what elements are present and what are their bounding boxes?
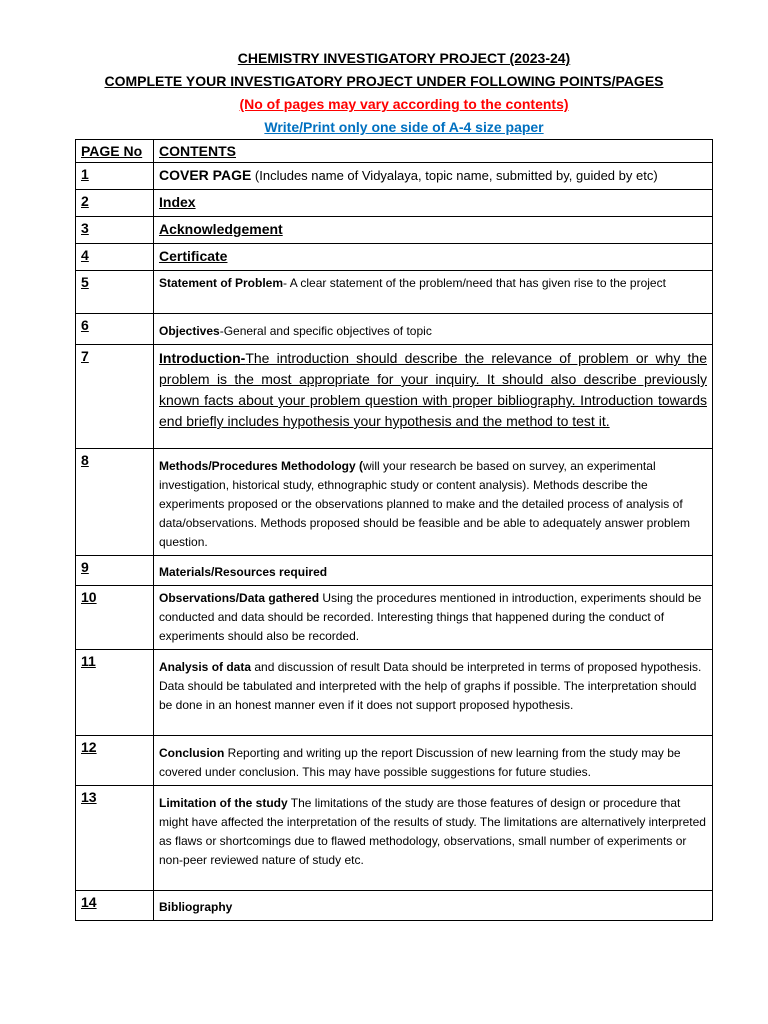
page-number: 5 (76, 271, 154, 314)
row-label: Introduction- (159, 350, 246, 366)
table-row (76, 891, 713, 921)
contents-cell (154, 449, 713, 556)
row-text: and discussion of result Data should be interpreted in terms of proposed hypothesis. Data should be tabulated and interpreted with the help of graphs if possible. The interpretation should be done in an honest manner even if it does not support proposed hypothesis. (159, 660, 702, 712)
table-row (76, 244, 713, 271)
table-row (76, 163, 713, 190)
page-number: 1 (76, 163, 154, 190)
contents-cell (154, 244, 713, 271)
row-label: Statement of Problem (159, 276, 284, 290)
page-number: 6 (76, 314, 154, 345)
row-label: Acknowledgement (159, 221, 283, 237)
contents-cell (154, 891, 713, 921)
row-text: Using the procedures mentioned in introduction, experiments should be conducted and data should be recorded. Interesting things that happened during the conduct of experiments should also be recorded. (159, 591, 702, 643)
row-label: Bibliography (159, 900, 233, 914)
page-number: 2 (76, 190, 154, 217)
contents-cell (154, 314, 713, 345)
contents-cell (154, 556, 713, 586)
contents-cell (154, 271, 713, 314)
page-number: 13 (76, 786, 154, 891)
row-label: Conclusion (159, 746, 225, 760)
table-row (76, 345, 713, 449)
page-number: 11 (76, 650, 154, 736)
row-label: Certificate (159, 248, 228, 264)
print-note: Write/Print only one side of A-4 size paper (264, 119, 544, 135)
contents-cell (154, 163, 713, 190)
row-label: Methods/Procedures Methodology ( (159, 459, 364, 473)
table-row (76, 556, 713, 586)
row-label: COVER PAGE (159, 167, 252, 183)
table-row (76, 650, 713, 736)
row-label: Limitation of the study (159, 796, 288, 810)
page-number: 4 (76, 244, 154, 271)
page-number: 10 (76, 586, 154, 650)
page-number: 3 (76, 217, 154, 244)
pages-note: (No of pages may vary according to the contents) (239, 96, 569, 112)
page-number: 14 (76, 891, 154, 921)
table-row (76, 314, 713, 345)
table-row (76, 449, 713, 556)
row-label: Observations/Data gathered (159, 591, 320, 605)
table-header-row (76, 140, 713, 163)
contents-cell (154, 345, 713, 449)
contents-cell (154, 786, 713, 891)
contents-cell (154, 736, 713, 786)
contents-cell (154, 190, 713, 217)
table-row (76, 190, 713, 217)
row-text: The introduction should describe the relevance of problem or why the problem is the most appropriate for your inquiry. It should also describe previously known facts about your problem question with proper bibliography. Introduction towards end briefly includes hypothesis your hypothesis and the method to test it. (159, 350, 707, 429)
row-text: The limitations of the study are those features of design or procedure that might have affected the interpretation of the results of study. The limitations are alternatively interpreted as flaws or shortcomings due to flawed methodology, observations, small number of experiments or non-peer reviewed nature of study etc. (159, 796, 706, 867)
row-label: Objectives (159, 324, 220, 338)
page-number: 9 (76, 556, 154, 586)
table-row (76, 736, 713, 786)
row-label: Analysis of data (159, 660, 252, 674)
header-contents: CONTENTS (154, 140, 713, 163)
page-number: 7 (76, 345, 154, 449)
row-text: -General and specific objectives of topic (219, 324, 432, 338)
contents-cell (154, 217, 713, 244)
header-page-no: PAGE No (76, 140, 154, 163)
page-subtitle: COMPLETE YOUR INVESTIGATORY PROJECT UNDER FOLLOWING POINTS/PAGES (104, 73, 664, 89)
table-row (76, 271, 713, 314)
page-title: CHEMISTRY INVESTIGATORY PROJECT (2023-24) (237, 50, 571, 66)
page-number: 8 (76, 449, 154, 556)
table-row (76, 217, 713, 244)
row-text: - A clear statement of the problem/need that has given rise to the project (283, 276, 666, 290)
page-number: 12 (76, 736, 154, 786)
contents-cell (154, 586, 713, 650)
table-row (76, 586, 713, 650)
contents-cell (154, 650, 713, 736)
row-text: will your research be based on survey, an experimental investigation, historical study, ethnographic study or content analysis). Methods describe the experiments proposed or the observations planned to make and the detailed process of analysis of data/observations. Methods proposed should be feasible and be able to adequately answer problem question. (159, 459, 691, 549)
row-label: Index (159, 194, 196, 210)
row-text: Reporting and writing up the report Discussion of new learning from the study may be covered under conclusion. This may have possible suggestions for future studies. (159, 746, 681, 779)
table-row (76, 786, 713, 891)
contents-table (75, 139, 713, 921)
row-text: (Includes name of Vidyalaya, topic name, submitted by, guided by etc) (251, 168, 658, 183)
row-label: Materials/Resources required (159, 565, 328, 579)
